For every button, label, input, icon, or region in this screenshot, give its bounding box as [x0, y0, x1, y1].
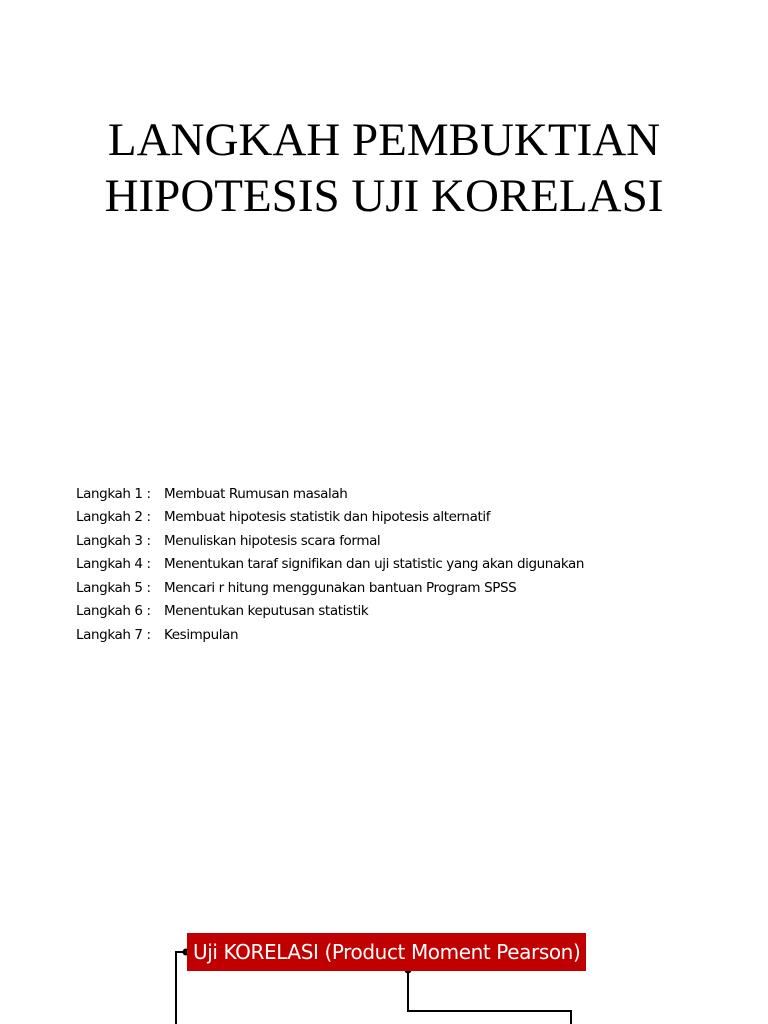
- title-line-2: HIPOTESIS UJI KORELASI: [104, 170, 664, 222]
- step-label: Langkah 6 :: [76, 603, 151, 620]
- step-label: Langkah 7 :: [76, 626, 151, 643]
- page-title: [0, 112, 768, 224]
- step-label: Langkah 1 :: [76, 485, 151, 502]
- step-label: Langkah 2 :: [76, 509, 151, 526]
- steps-list: [76, 482, 696, 647]
- method-banner: Uji KORELASI (Product Moment Pearson): [187, 933, 586, 971]
- step-text: Menentukan keputusan statistik: [164, 603, 369, 620]
- step-item: [76, 553, 696, 577]
- step-text: Menentukan taraf signifikan dan uji statistic yang akan digunakan: [164, 556, 585, 573]
- step-label: Langkah 3 :: [76, 532, 151, 549]
- connector-left: [176, 952, 186, 1024]
- connector-right: [408, 970, 571, 1024]
- step-item: [76, 482, 696, 506]
- step-item: [76, 576, 696, 600]
- step-text: Membuat Rumusan masalah: [164, 485, 348, 502]
- step-label: Langkah 4 :: [76, 556, 151, 573]
- step-item: [76, 529, 696, 553]
- title-line-1: LANGKAH PEMBUKTIAN: [107, 114, 661, 166]
- step-text: Membuat hipotesis statistik dan hipotesis alternatif: [164, 509, 491, 526]
- step-text: Mencari r hitung menggunakan bantuan Program SPSS: [164, 579, 517, 596]
- step-text: Menuliskan hipotesis scara formal: [164, 532, 381, 549]
- step-item: [76, 623, 696, 647]
- step-item: [76, 600, 696, 624]
- step-label: Langkah 5 :: [76, 579, 151, 596]
- step-item: [76, 506, 696, 530]
- step-text: Kesimpulan: [164, 626, 239, 643]
